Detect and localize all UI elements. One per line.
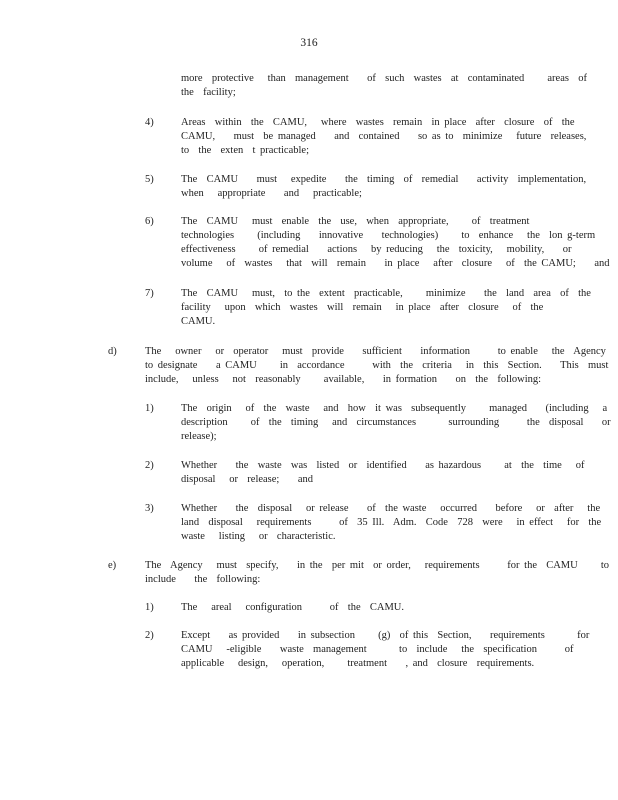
item-7-text: [181, 287, 591, 329]
item-6-text: [181, 215, 610, 271]
item-6-label: 6): [145, 216, 154, 227]
text-line: Except as provided in subsection (g) of this Section, requirements for: [181, 630, 590, 641]
item-4-text: [181, 116, 586, 158]
text-line: The CAMU must enable the use, when appropriate, of treatment: [181, 216, 530, 227]
section-e-item-1-label: 1): [145, 602, 154, 613]
page-number: 316: [300, 37, 318, 49]
text-line: volume of wastes that will remain in place after closure of the CAMU; and: [181, 258, 610, 269]
text-line: Whether the disposal or release of the waste occurred before or after the: [181, 503, 601, 514]
text-line: The CAMU must expedite the timing of remedial activity implementation,: [181, 174, 587, 185]
text-line: facility upon which wastes will remain in place after closure of the: [181, 302, 544, 313]
text-line: land disposal requirements of 35 Ill. Adm. Code 728 were in effect for the: [181, 517, 602, 528]
carryover-paragraph: [181, 72, 587, 100]
text-line: description of the timing and circumstances surrounding the disposal or: [181, 417, 611, 428]
text-line: to the exten t practicable;: [181, 145, 309, 156]
section-d-item-2-label: 2): [145, 460, 154, 471]
section-d-item-3-text: [181, 502, 601, 544]
item-4-label: 4): [145, 117, 154, 128]
text-line: Areas within the CAMU, where wastes remain in place after closure of the: [181, 117, 575, 128]
section-e-text: [145, 559, 609, 587]
section-d-label: d): [108, 346, 117, 357]
item-5-label: 5): [145, 174, 154, 185]
section-d-item-1-text: [181, 402, 611, 444]
text-line: the facility;: [181, 87, 236, 98]
text-line: effectiveness of remedial actions by reducing the toxicity, mobility, or: [181, 244, 572, 255]
section-d-text: [145, 345, 608, 387]
text-line: when appropriate and practicable;: [181, 188, 362, 199]
text-line: CAMU -eligible waste management to include the specification of: [181, 644, 574, 655]
section-e-item-2-label: 2): [145, 630, 154, 641]
item-5-text: [181, 173, 586, 201]
section-d-item-3-label: 3): [145, 503, 154, 514]
section-e-item-1-text: [181, 601, 404, 615]
text-line: to designate a CAMU in accordance with the criteria in this Section. This must: [145, 360, 609, 371]
section-e-item-2-text: [181, 629, 589, 671]
text-line: The CAMU must, to the extent practicable, minimize the land area of the: [181, 288, 591, 299]
text-line: The areal configuration of the CAMU.: [181, 602, 404, 613]
text-line: CAMU, must be managed and contained so as to minimize future releases,: [181, 131, 587, 142]
text-line: disposal or release; and: [181, 474, 314, 485]
text-line: include, unless not reasonably available, in formation on the following:: [145, 374, 542, 385]
text-line: include the following:: [145, 574, 261, 585]
text-line: Whether the waste was listed or identified as hazardous at the time of: [181, 460, 585, 471]
text-line: technologies (including innovative technologies) to enhance the lon g-term: [181, 230, 596, 241]
section-e-label: e): [108, 560, 117, 571]
section-d-item-2-text: [181, 459, 584, 487]
text-line: The origin of the waste and how it was subsequently managed (including a: [181, 403, 608, 414]
section-d-item-1-label: 1): [145, 403, 154, 414]
text-line: The owner or operator must provide sufficient information to enable the Agency: [145, 346, 606, 357]
item-7-label: 7): [145, 288, 154, 299]
text-line: The Agency must specify, in the per mit or order, requirements for the CAMU to: [145, 560, 610, 571]
text-line: release);: [181, 431, 217, 442]
text-line: more protective than management of such wastes at contaminated areas of: [181, 73, 587, 84]
text-line: CAMU.: [181, 316, 216, 327]
text-line: applicable design, operation, treatment , and closure requirements.: [181, 658, 535, 669]
text-line: waste listing or characteristic.: [181, 531, 336, 542]
